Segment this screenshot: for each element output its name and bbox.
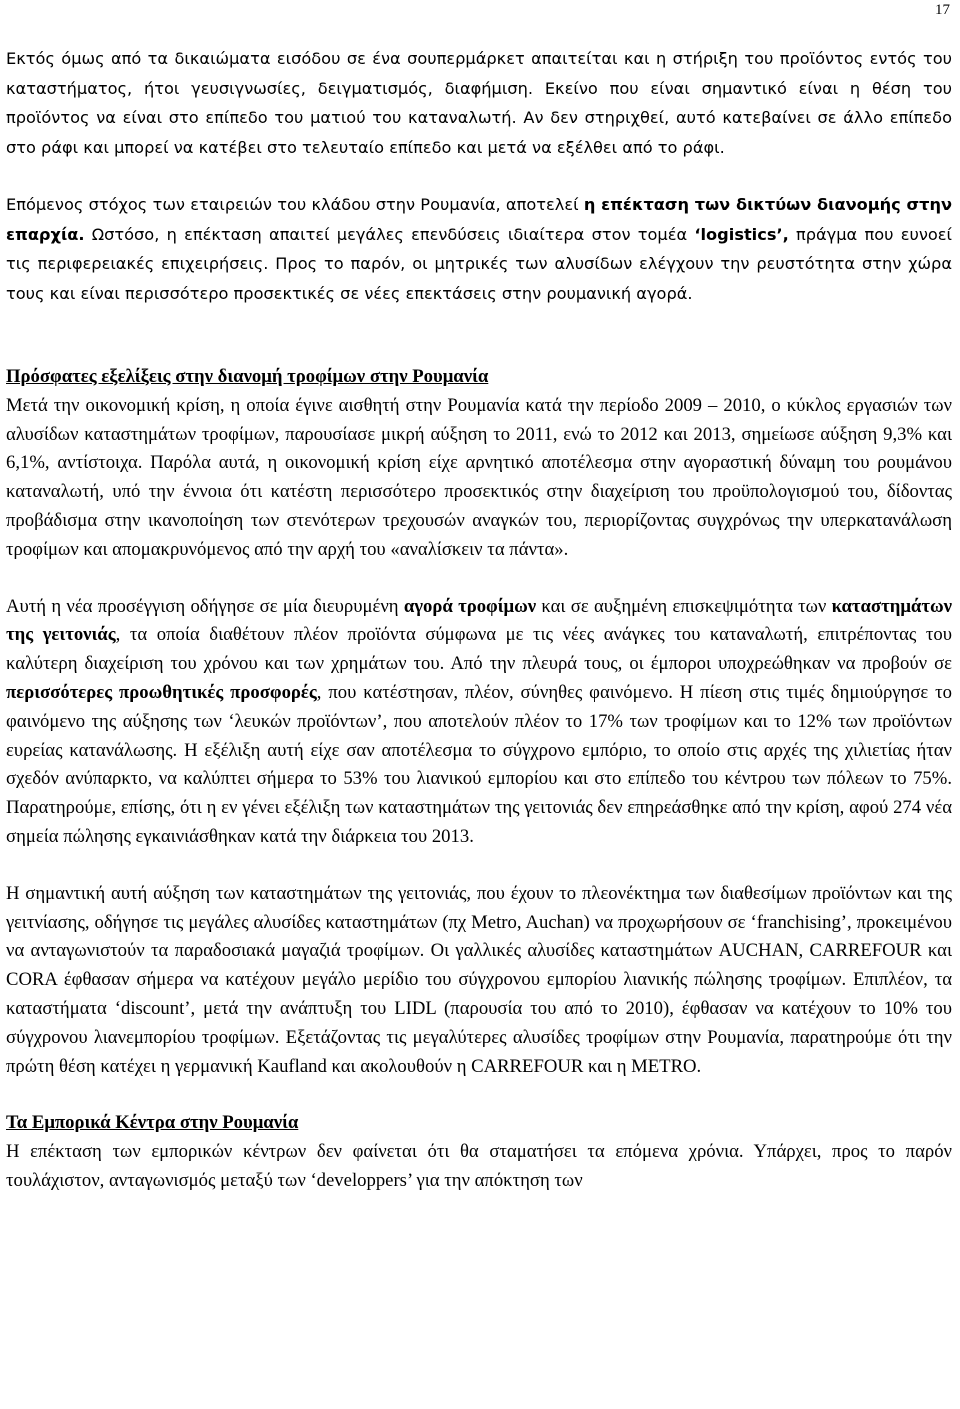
paragraph-4-part-e: , τα οποία διαθέτουν πλέον προϊόντα σύμφωνα με τις νέες ανάγκες του καταναλωτή, επιτρέποντας του καλύτερη διαχείριση του χρόνου και των χρημάτων του. Από την πλευρά τους, οι έμποροι υποχρεώθηκαν να προβούν σε — [6, 624, 952, 675]
document-body — [6, 44, 952, 1196]
paragraph-2-emphasis: η επέκταση των δικτύων διανομής στην επαρχία. — [6, 195, 952, 244]
paragraph-2-part-a: Επόμενος στόχος των εταιρειών του κλάδου στην Ρουμανία, αποτελεί — [6, 195, 584, 214]
paragraph-4-promotions: περισσότερες προωθητικές προσφορές — [6, 681, 317, 703]
paragraph-4-part-g: , που κατέστησαν, πλέον, σύνηθες φαινόμενο. Η πίεση στις τιμές δημιούργησε το φαινόμενο της αύξησης των ‘λευκών προϊόντων’, που αποτελούν πλέον το 17% των τροφίμων και το 12% των προϊόντων ευρείας κατανάλωσης. Η εξέλιξη αυτή είχε σαν αποτέλεσμα το σύγχρονο εμπόριο, το οποίο στις αρχές της χιλιετίας ήταν σχεδόν ανύπαρκτο, να καλύπτει σήμερα το 53% του λιανικού εμπορίου και στο επίπεδο του κέντρου των πόλεων το 75%. Παρατηρούμε, επίσης, ότι η εν γένει εξέλιξη των καταστημάτων της γειτονιάς δεν επηρεάσθηκε από την κρίση, αφού 274 νέα σημεία πώλησης εγκαινιάσθηκαν κατά την διάρκεια του 2013. — [6, 681, 952, 847]
paragraph-2 — [6, 190, 952, 308]
paragraph-1: Εκτός όμως από τα δικαιώματα εισόδου σε ένα σουπερμάρκετ απαιτείται και η στήριξη του προϊόντος εντός του καταστήματος, ήτοι γευσιγνωσίες, δειγματισμός, διαφήμιση. Εκείνο που είναι σημαντικό είναι η θέση του προϊόντος να είναι στο επίπεδο του ματιού του καταναλωτή. Αν δεν στηριχθεί, αυτό κατεβαίνει σε άλλο επίπεδο στο ράφι και μπορεί να κατέβει στο τελευταίο επίπεδο και μετά να εξέλθει από το ράφι. — [6, 49, 952, 157]
paragraph-4-part-c: και σε αυξημένη επισκεψιμότητα των — [536, 595, 832, 617]
section-heading-1: Πρόσφατες εξελίξεις στην διανομή τροφίμων στην Ρουμανία — [6, 366, 489, 387]
paragraph-4 — [6, 593, 952, 852]
paragraph-4-food-market: αγορά τροφίμων — [403, 595, 537, 617]
paragraph-4-part-a: Αυτή η νέα προσέγγιση οδήγησε σε μία διευρυμένη — [6, 595, 404, 617]
paragraph-4-neighborhood-stores: καταστημάτων της γειτονιάς — [6, 595, 952, 646]
paragraph-6: Η επέκταση των εμπορικών κέντρων δεν φαίνεται ότι θα σταματήσει τα επόμενα χρόνια. Υπάρχει, προς το παρόν τουλάχιστον, ανταγωνισμός μεταξύ των ‘developpers’ για την απόκτηση των — [6, 1141, 952, 1191]
paragraph-2-part-e: πράγμα που ευνοεί τις περιφερειακές επιχειρήσεις. Προς το παρόν, οι μητρικές των αλυσίδων ελέγχουν την ρευστότητα στην χώρα τους και είναι περισσότερο προσεκτικές σε νέες επεκτάσεις στην ρουμανική αγορά. — [6, 224, 952, 303]
paragraph-2-part-c: Ωστόσο, η επέκταση απαιτεί μεγάλες επενδύσεις ιδιαίτερα στον τομέα — [84, 224, 695, 244]
paragraph-5: Η σημαντική αυτή αύξηση των καταστημάτων της γειτονιάς, που έχουν το πλεονέκτημα των διαθεσίμων προϊόντων και της γειτνίασης, οδήγησε τις μεγάλες αλυσίδες καταστημάτων (πχ Metro, Auchan) να προχωρήσουν σε ‘franchising’, προκειμένου να ανταγωνιστούν τα παραδοσιακά μαγαζιά τροφίμων. Οι γαλλικές αλυσίδες καταστημάτων AUCHAN, CARREFOUR και CORA έφθασαν σήμερα να κατέχουν μεγάλο μερίδιο του σύγχρονου εμπορίου λιανικής πώλησης τροφίμων. Επιπλέον, τα καταστήματα ‘discount’, μετά την ανάπτυξη του LIDL (παρουσία του από το 2010), έφθασαν να κατέχουν το 10% του σύγχρονου λιανεμπορίου τροφίμων. Εξετάζοντας τις μεγαλύτερες αλυσίδες τροφίμων στην Ρουμανία, παρατηρούμε ότι την πρώτη θέση κατέχει η γερμανική Kaufland και ακολουθούν η CARREFOUR και η METRO. — [6, 882, 952, 1077]
page-number: 17 — [935, 2, 950, 18]
paragraph-2-logistics: ‘logistics’, — [694, 224, 789, 244]
paragraph-3: Μετά την οικονομική κρίση, η οποία έγινε αισθητή στην Ρουμανία κατά την περίοδο 2009 – 2010, ο κύκλος εργασιών των αλυσίδων καταστημάτων τροφίμων, παρουσίασε μικρή αύξηση το 2011, ενώ το 2012 και 2013, σημείωσε αύξηση 9,3% και 6,1%, αντίστοιχα. Παρόλα αυτά, η οικονομική κρίση είχε αρνητικό αποτέλεσμα στην αγοραστική δύναμη του ρουμάνου καταναλωτή, υπό την έννοια ότι κατέστη περισσότερο προσεκτικός στην διαχείριση του προϋπολογισμού του, δίδοντας προβάδισμα στην ικανοποίηση των στενότερων τρεχουσών αναγκών του, περιορίζοντας συγχρόνως την υπερκατανάλωση τροφίμων και απομακρυνόμενος από την αρχή του «αναλίσκειν τα πάντα». — [6, 394, 952, 560]
section-heading-2: Τα Εμπορικά Κέντρα στην Ρουμανία — [6, 1112, 299, 1134]
